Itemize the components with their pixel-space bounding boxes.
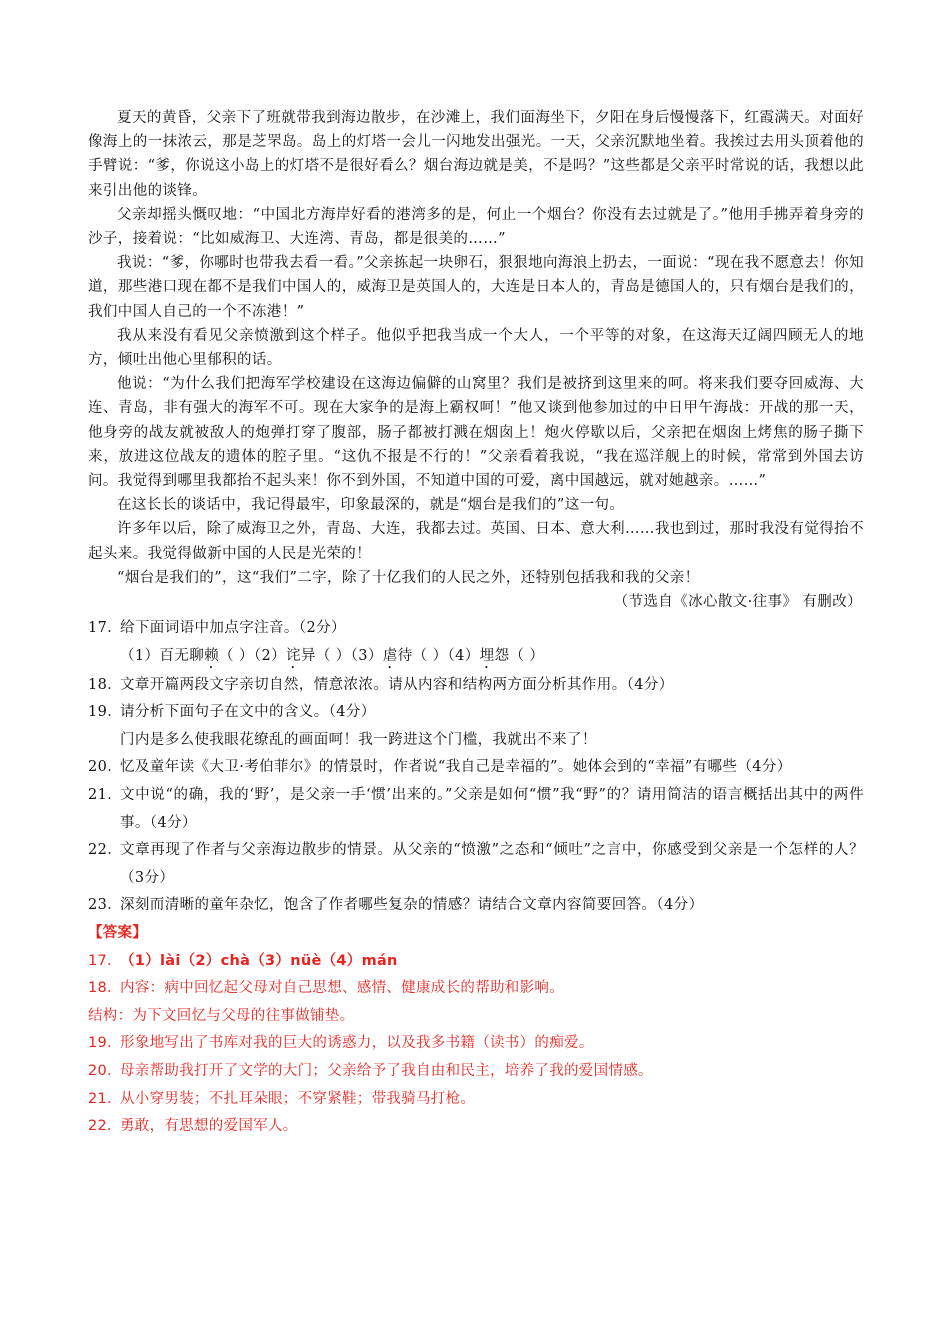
question-18 [88,672,864,700]
q17-item-2-rest: 异 [300,647,316,664]
q17-item-2-label: （2） [253,647,287,664]
answer-number: 19． [88,1035,122,1052]
question-text: 文章开篇两段文字亲切自然，情意浓浓。请从内容和结构两方面分析其作用。（4分） [120,676,674,693]
question-19 [88,699,864,727]
question-number: 21． [88,787,123,804]
answer-header: 【答案】 [88,925,148,941]
question-21 [88,782,864,837]
answer-18-content [88,975,864,1003]
q17-item-2-blank: （ ） [315,647,351,664]
q17-item-1-label: （1）百无聊 [120,647,205,664]
question-text: 忆及童年读《大卫·考伯菲尔》的情景时，作者说“我自己是幸福的”。她体会到的“幸福”有哪些（4分） [120,759,792,776]
question-number: 22． [88,842,123,859]
q17-item-1-dotted-char: 赖 [204,647,220,664]
answer-number: 17． [88,952,122,969]
question-number: 19． [88,704,123,721]
q17-item-4-label: （4） [447,647,480,664]
passage-paragraph: “烟台是我们的”，这“我们”二字，除了十亿我们的人民之外，还特别包括我和我的父亲！ [117,569,700,586]
q17-item-3-rest: 待 [397,647,413,664]
document-page [88,106,864,1141]
questions [88,615,864,920]
question-22 [88,837,864,892]
q17-item-3-label: （3） [350,647,383,664]
answer-text: 勇敢，有思想的爱国军人。 [120,1118,298,1135]
question-text: 请分析下面句子在文中的含义。（4分） [120,704,376,721]
answer-text: 母亲帮助我打开了文学的大门；父亲给予了我自由和民主，培养了我的爱国情感。 [120,1062,653,1079]
question-number: 23． [88,897,123,914]
question-text: 给下面词语中加点字注音。（2分） [120,620,346,637]
answer-number: 22． [88,1118,122,1135]
passage-paragraph: 我从来没有看见父亲愤激到这个样子。他似乎把我当成一个大人，一个平等的对象，在这海天辽阔四顾无人的地方，倾吐出他心里郁积的话。 [88,327,864,369]
answer-text: 从小穿男装；不扎耳朵眼；不穿紧鞋；带我骑马打枪。 [120,1090,476,1107]
answer-section [88,920,864,1141]
question-20 [88,754,864,782]
q17-item-3-blank: （ ） [412,647,448,664]
q17-item-1-blank: （ ） [219,647,254,664]
passage [88,106,864,615]
q17-item-4-dotted-char: 埋 [479,647,495,664]
question-text: 文章再现了作者与父亲海边散步的情景。从父亲的“愤激”之态和“倾吐”之言中，你感受到父亲是一个怎样的人？（3分） [120,842,864,886]
passage-paragraph: 许多年以后，除了威海卫之外，青岛、大连，我都去过。英国、日本、意大利……我也到过，那时我没有觉得抬不起头来。我觉得做新中国的人民是光荣的！ [88,521,864,562]
answer-21 [88,1086,864,1114]
answer-22 [88,1113,864,1141]
question-number: 17． [88,620,123,637]
question-17 [88,615,864,643]
answer-text: 内容：病中回忆起父母对自己思想、感情、健康成长的帮助和影响。 [120,980,564,997]
passage-paragraph: 他说：“为什么我们把海军学校建设在这海边偏僻的山窝里？我们是被挤到这里来的呵。将来我们要夺回威海、大连、青岛，非有强大的海军不可。现在大家争的是海上霸权呵！”他又谈到他参加过的中日甲午海战：开战的那一天，他身旁的战友就被敌人的炮弹打穿了腹部，肠子都被打溅在烟囱上！炮火停歇以后，父亲把在烟囱上烤焦的肠子撕下来，放进这位战友的遗体的腔子里。“这仇不报是不行的！”父亲看着我说，“我在巡洋舰上的时候，常常到外国去访问。我觉得到哪里我都抬不起头来！你不到外国，不知道中国的可爱，离中国越远，就对她越亲。……” [88,376,864,490]
q19-sentence: 门内是多么使我眼花缭乱的画面呵！我一跨进这个门槛，我就出不来了！ [120,731,597,748]
answer-number: 20． [88,1062,122,1079]
question-number: 18． [88,676,123,693]
q17-item-4-blank: （ ） [509,647,545,664]
passage-paragraph: 父亲却摇头慨叹地：“中国北方海岸好看的港湾多的是，何止一个烟台？你没有去过就是了。”他用手拂弄着身旁的沙子，接着说：“比如威海卫、大连湾、青岛，都是很美的……” [88,206,864,248]
answer-number: 18． [88,980,122,997]
question-23 [88,892,864,920]
passage-paragraph: 夏天的黄昏，父亲下了班就带我到海边散步，在沙滩上，我们面海坐下，夕阳在身后慢慢落下，红霞满天。对面好像海上的一抹浓云，那是芝罘岛。岛上的灯塔一会儿一闪地发出强光。一天，父亲沉默地坐着。我挨过去用头顶着他的手臂说：“爹，你说这小岛上的灯塔不是很好看么？烟台海边就是美，不是吗？”这些都是父亲平时常说的话，我想以此来引出他的谈锋。 [88,110,864,199]
q17-item-2-dotted-char: 诧 [286,647,301,664]
question-number: 20． [88,759,123,776]
answer-text: 形象地写出了书库对我的巨大的诱惑力，以及我多书籍（读书）的痴爱。 [120,1035,594,1052]
question-text: 深刻而清晰的童年杂忆，饱含了作者哪些复杂的情感？请结合文章内容简要回答。（4分） [120,897,704,914]
q17-items [88,643,864,672]
passage-paragraph: 我说：“爹，你哪时也带我去看一看。”父亲拣起一块卵石，狠狠地向海浪上扔去，一面说：“现在我不愿意去！你知道，那些港口现在都不是我们中国人的，威海卫是英国人的，大连是日本人的，青岛是德国人的，只有烟台是我们的，我们中国人自己的一个不冻港！” [88,255,864,320]
q17-item-3-dotted-char: 虐 [382,647,398,664]
answer-18-structure: 结构：为下文回忆与父母的往事做铺垫。 [88,1007,355,1024]
passage-paragraph: 在这长长的谈话中，我记得最牢，印象最深的，就是“烟台是我们的”这一句。 [117,497,625,514]
question-text: 文中说“的确，我的‘野’，是父亲一手‘惯’出来的。”父亲是如何“惯”我“野”的？请用简洁的语言概括出其中的两件事。（4分） [120,787,864,831]
q17-item-4-rest: 怨 [494,647,510,664]
passage-source: （节选自《冰心散文·往事》 有删改） [613,594,862,611]
answer-19 [88,1030,864,1058]
answer-number: 21． [88,1090,122,1107]
answer-20 [88,1058,864,1086]
answer-17 [88,948,864,976]
answer-text: （1）lài（2）chà（3）nüè（4）mán [120,952,398,969]
